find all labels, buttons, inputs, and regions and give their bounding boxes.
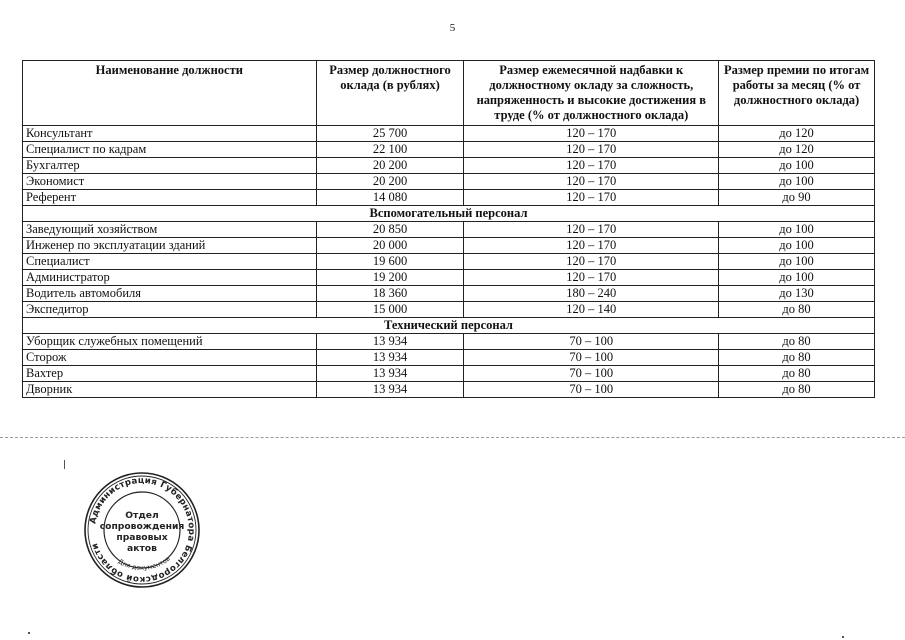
cell-salary: 20 000 bbox=[316, 238, 464, 254]
cell-salary: 18 360 bbox=[316, 286, 464, 302]
table-body bbox=[23, 126, 875, 398]
cell-salary: 19 600 bbox=[316, 254, 464, 270]
cell-salary: 20 850 bbox=[316, 222, 464, 238]
table-row bbox=[23, 350, 875, 366]
table-row bbox=[23, 382, 875, 398]
cell-position: Инженер по эксплуатации зданий bbox=[23, 238, 317, 254]
cell-salary: 25 700 bbox=[316, 126, 464, 142]
table-row bbox=[23, 302, 875, 318]
cell-salary: 19 200 bbox=[316, 270, 464, 286]
cell-position: Экспедитор bbox=[23, 302, 317, 318]
scan-artifact-line bbox=[0, 437, 905, 438]
cell-bonus: до 100 bbox=[719, 174, 875, 190]
cell-allowance: 70 – 100 bbox=[464, 366, 719, 382]
header-salary: Размер должностного оклада (в рублях) bbox=[316, 61, 464, 126]
cell-salary: 20 200 bbox=[316, 158, 464, 174]
cell-allowance: 120 – 170 bbox=[464, 142, 719, 158]
cell-position: Специалист bbox=[23, 254, 317, 270]
section-support-staff bbox=[23, 206, 875, 222]
table-row bbox=[23, 238, 875, 254]
scan-speck bbox=[842, 636, 844, 638]
cell-position: Заведующий хозяйством bbox=[23, 222, 317, 238]
table-row bbox=[23, 366, 875, 382]
cell-position: Водитель автомобиля bbox=[23, 286, 317, 302]
header-position: Наименование должности bbox=[23, 61, 317, 126]
cell-allowance: 120 – 170 bbox=[464, 126, 719, 142]
table-header-row bbox=[23, 61, 875, 126]
stamp-line-4: актов bbox=[127, 543, 157, 554]
cell-salary: 13 934 bbox=[316, 366, 464, 382]
cell-salary: 13 934 bbox=[316, 334, 464, 350]
table-row bbox=[23, 286, 875, 302]
cell-bonus: до 80 bbox=[719, 334, 875, 350]
cell-allowance: 120 – 170 bbox=[464, 254, 719, 270]
cell-allowance: 180 – 240 bbox=[464, 286, 719, 302]
table-row bbox=[23, 270, 875, 286]
header-bonus: Размер премии по итогам работы за месяц (% от должностного оклада) bbox=[719, 61, 875, 126]
cell-position: Вахтер bbox=[23, 366, 317, 382]
cell-bonus: до 90 bbox=[719, 190, 875, 206]
table-row bbox=[23, 334, 875, 350]
table-row bbox=[23, 190, 875, 206]
cell-allowance: 120 – 140 bbox=[464, 302, 719, 318]
cell-position: Сторож bbox=[23, 350, 317, 366]
cell-allowance: 120 – 170 bbox=[464, 222, 719, 238]
table-row bbox=[23, 158, 875, 174]
cell-salary: 13 934 bbox=[316, 350, 464, 366]
table-row bbox=[23, 126, 875, 142]
table-row bbox=[23, 174, 875, 190]
cell-allowance: 120 – 170 bbox=[464, 190, 719, 206]
cell-bonus: до 120 bbox=[719, 126, 875, 142]
section-technical-staff-label: Технический персонал bbox=[23, 318, 875, 334]
cell-position: Экономист bbox=[23, 174, 317, 190]
cell-allowance: 70 – 100 bbox=[464, 334, 719, 350]
cell-salary: 22 100 bbox=[316, 142, 464, 158]
cell-position: Администратор bbox=[23, 270, 317, 286]
cell-bonus: до 100 bbox=[719, 254, 875, 270]
official-stamp bbox=[82, 470, 202, 590]
table-row bbox=[23, 222, 875, 238]
cell-bonus: до 120 bbox=[719, 142, 875, 158]
cell-allowance: 70 – 100 bbox=[464, 382, 719, 398]
cell-bonus: до 130 bbox=[719, 286, 875, 302]
cell-allowance: 120 – 170 bbox=[464, 270, 719, 286]
cell-bonus: до 100 bbox=[719, 158, 875, 174]
cell-salary: 20 200 bbox=[316, 174, 464, 190]
cell-bonus: до 80 bbox=[719, 350, 875, 366]
table-row bbox=[23, 254, 875, 270]
scan-speck bbox=[28, 632, 30, 634]
scan-speck bbox=[64, 460, 65, 469]
cell-position: Референт bbox=[23, 190, 317, 206]
cell-salary: 14 080 bbox=[316, 190, 464, 206]
stamp-bottom-text: Для документов bbox=[116, 554, 172, 572]
cell-position: Дворник bbox=[23, 382, 317, 398]
cell-bonus: до 80 bbox=[719, 302, 875, 318]
cell-allowance: 120 – 170 bbox=[464, 238, 719, 254]
section-support-staff-label: Вспомогательный персонал bbox=[23, 206, 875, 222]
section-technical-staff bbox=[23, 318, 875, 334]
cell-bonus: до 100 bbox=[719, 270, 875, 286]
header-allowance: Размер ежемесячной надбавки к должностному окладу за сложность, напряженность и высокие достижения в труде (% от должностного оклада) bbox=[464, 61, 719, 126]
stamp-line-3: правовых bbox=[116, 532, 168, 543]
salary-table bbox=[22, 60, 875, 398]
cell-bonus: до 100 bbox=[719, 222, 875, 238]
cell-position: Специалист по кадрам bbox=[23, 142, 317, 158]
cell-salary: 15 000 bbox=[316, 302, 464, 318]
cell-position: Консультант bbox=[23, 126, 317, 142]
stamp-ring-text: Администрация Губернатора Белгородской области bbox=[88, 475, 197, 585]
cell-salary: 13 934 bbox=[316, 382, 464, 398]
stamp-line-2: сопровождения bbox=[99, 521, 185, 532]
stamp-line-1: Отдел bbox=[125, 510, 159, 521]
stamp-graphic bbox=[82, 470, 202, 590]
cell-allowance: 70 – 100 bbox=[464, 350, 719, 366]
cell-allowance: 120 – 170 bbox=[464, 158, 719, 174]
cell-allowance: 120 – 170 bbox=[464, 174, 719, 190]
cell-position: Бухгалтер bbox=[23, 158, 317, 174]
cell-bonus: до 80 bbox=[719, 382, 875, 398]
cell-bonus: до 80 bbox=[719, 366, 875, 382]
cell-bonus: до 100 bbox=[719, 238, 875, 254]
table-row bbox=[23, 142, 875, 158]
cell-position: Уборщик служебных помещений bbox=[23, 334, 317, 350]
page-number: 5 bbox=[449, 22, 456, 34]
